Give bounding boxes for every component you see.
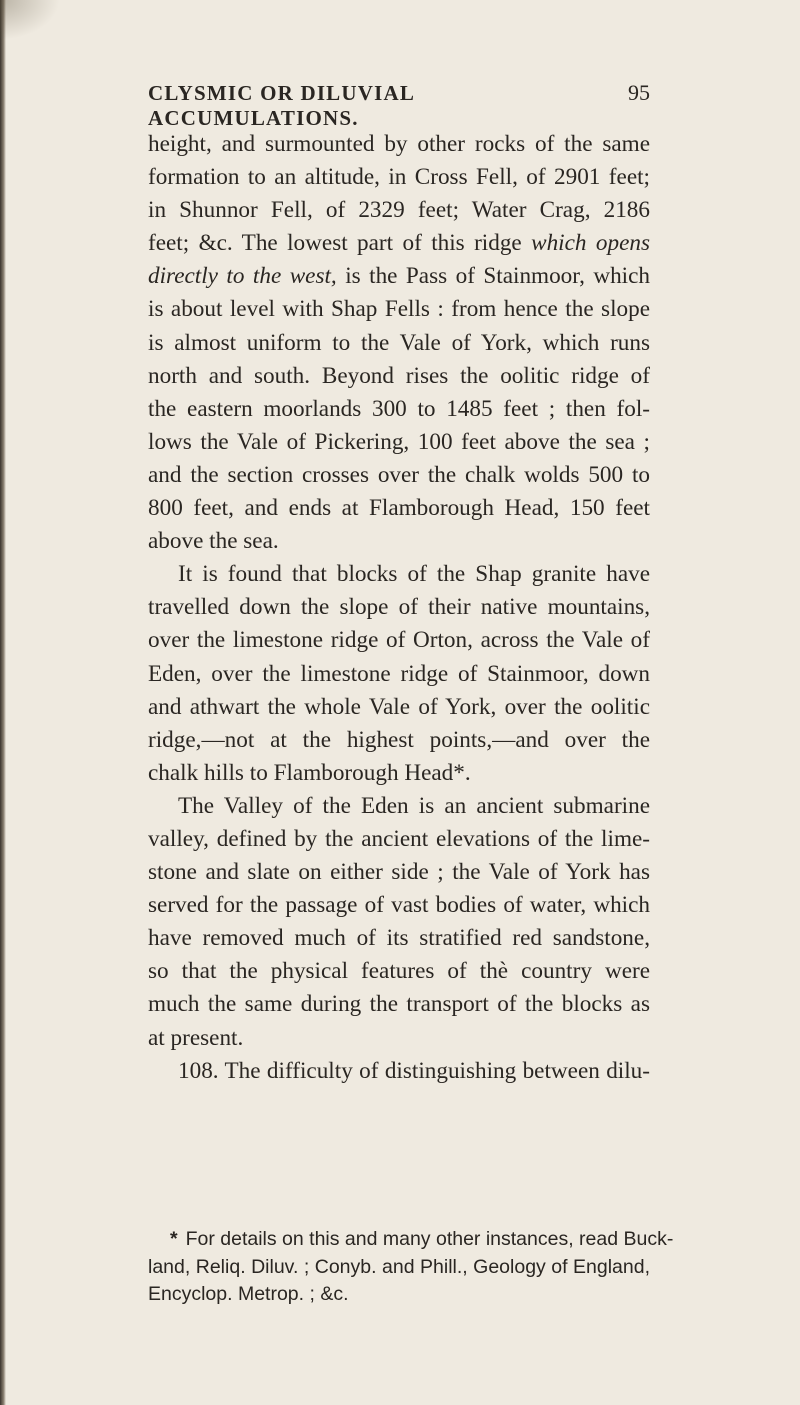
- text-line: so that the physical features of thè country were: [148, 958, 650, 985]
- text-fragment: feet; &c. The lowest part of this ridge: [148, 230, 522, 257]
- text-line: in Shunnor Fell, of 2329 feet; Water Crag, 2186: [148, 197, 650, 224]
- italic-fragment: which opens: [531, 230, 650, 257]
- footnote-line: Encyclop. Metrop. ; &c.: [148, 1283, 349, 1305]
- text-line: lows the Vale of Pickering, 100 feet above the sea ;: [148, 428, 650, 455]
- text-line: much the same during the transport of the blocks as: [148, 991, 650, 1018]
- running-head: CLYSMIC OR DILUVIAL ACCUMULATIONS.: [148, 81, 414, 130]
- footnote-line: [148, 1226, 674, 1254]
- text-line: at present.: [148, 1024, 244, 1051]
- text-line: and athwart the whole Vale of York, over the oolitic: [148, 693, 650, 720]
- footnote: [148, 1226, 674, 1309]
- text-line: stone and slate on either side ; the Vale of York has: [148, 859, 650, 886]
- text-line: over the limestone ridge of Orton, across the Vale of: [148, 627, 650, 654]
- footnote-text: For details on this and many other instances, read Buck-: [185, 1228, 674, 1250]
- page-number: 95: [628, 80, 650, 105]
- text-line: formation to an altitude, in Cross Fell, of 2901 feet;: [148, 164, 650, 191]
- corner-smudge: [0, 0, 60, 40]
- footnote-marker: *: [170, 1228, 178, 1250]
- text-line: have removed much of its stratified red sandstone,: [148, 925, 650, 952]
- text-line: ridge,—not at the highest points,—and over the: [148, 726, 650, 753]
- text-line: height, and surmounted by other rocks of the same: [148, 131, 650, 157]
- text-line: 108. The difficulty of distinguishing between dilu-: [178, 1057, 650, 1084]
- text-line: Eden, over the limestone ridge of Stainmoor, down: [148, 660, 650, 687]
- text-line: the eastern moorlands 300 to 1485 feet ; then fol-: [148, 395, 650, 422]
- text-line: is almost uniform to the Vale of York, which runs: [148, 329, 650, 356]
- page-header: [148, 80, 650, 131]
- text-line: chalk hills to Flamborough Head*.: [148, 759, 471, 786]
- text-line: The Valley of the Eden is an ancient submarine: [178, 792, 650, 819]
- text-line: travelled down the slope of their native mountains,: [148, 594, 650, 621]
- text-line: It is found that blocks of the Shap granite have: [178, 561, 650, 588]
- text-line: valley, defined by the ancient elevations of the lime-: [148, 825, 650, 852]
- text-line: 800 feet, and ends at Flamborough Head, 150 feet: [148, 495, 650, 522]
- text-line: [148, 227, 650, 260]
- text-line: north and south. Beyond rises the oolitic ridge of: [148, 362, 650, 389]
- text-line: above the sea.: [148, 528, 279, 555]
- body-text: [148, 128, 650, 1088]
- text-line: [148, 260, 650, 293]
- italic-fragment: directly to the west,: [148, 263, 337, 290]
- text-line: and the section crosses over the chalk wolds 500 to: [148, 461, 650, 488]
- text-line: is about level with Shap Fells : from hence the slope: [148, 296, 650, 323]
- text-fragment: is the Pass of Stainmoor, which: [336, 263, 650, 290]
- footnote-line: land, Reliq. Diluv. ; Conyb. and Phill., Geology of England,: [148, 1255, 650, 1278]
- page-binding-edge: [0, 0, 6, 1405]
- text-line: served for the passage of vast bodies of water, which: [148, 892, 650, 919]
